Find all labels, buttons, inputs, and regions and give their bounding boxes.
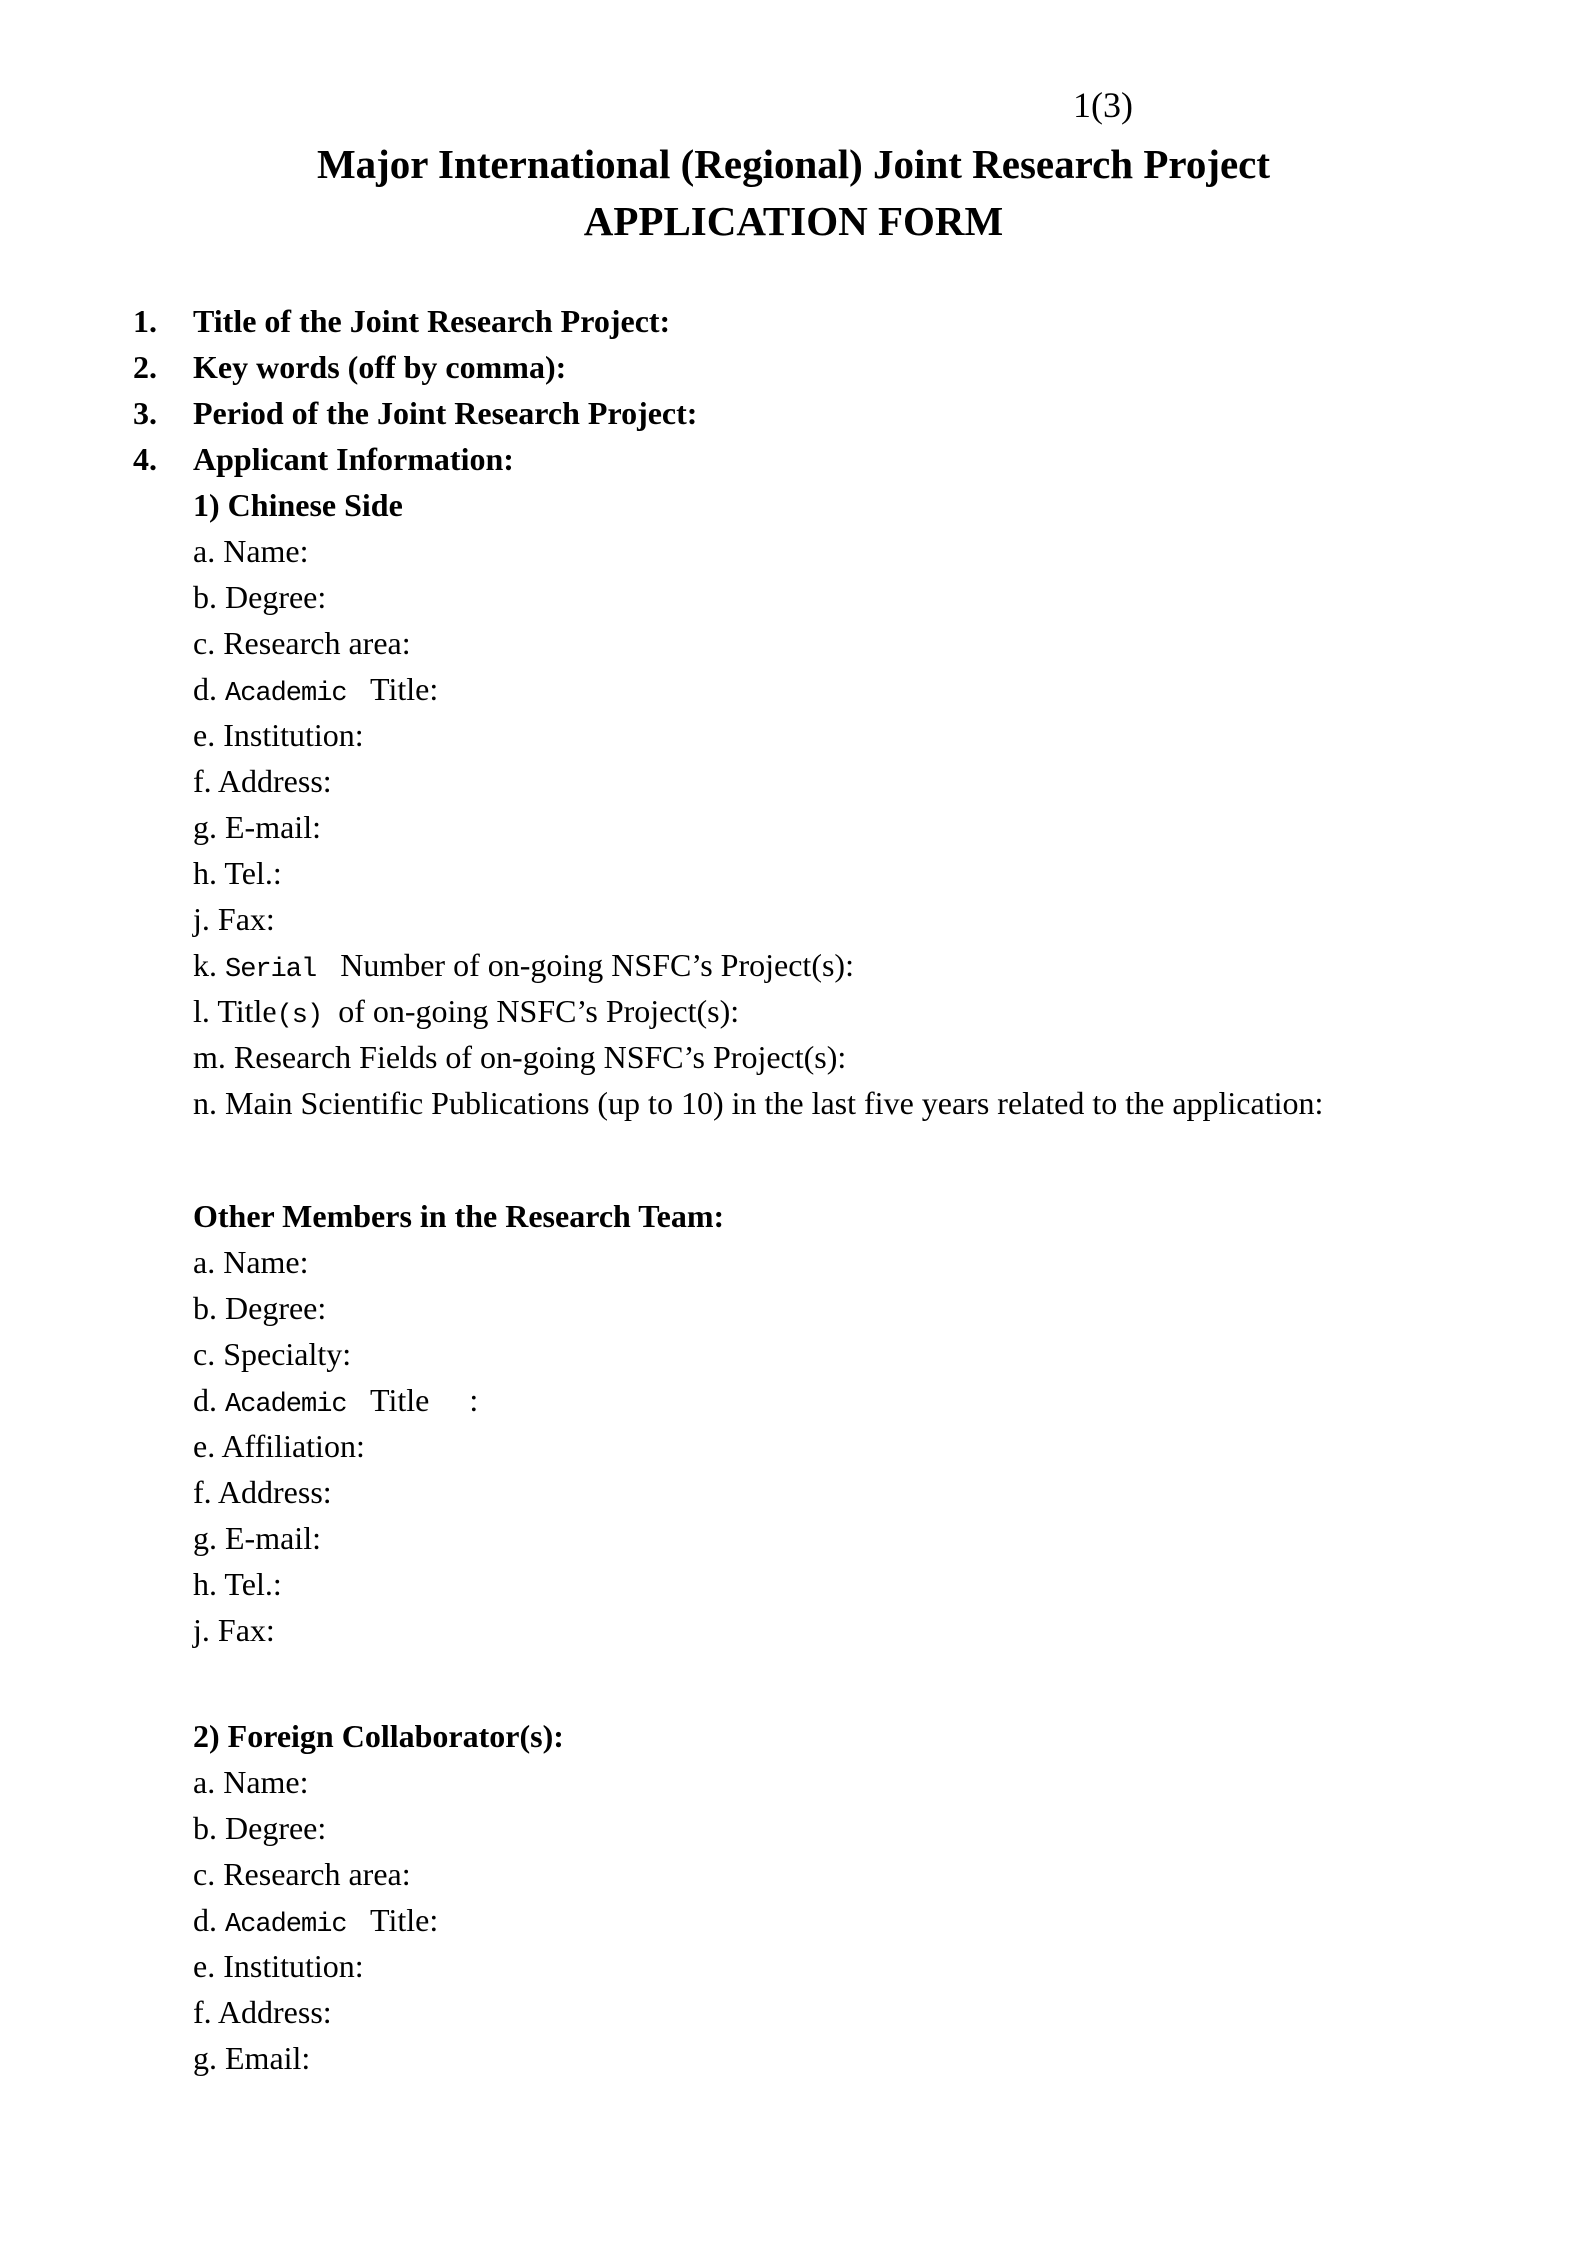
field-l-titles: l. Title(s) of on-going NSFC’s Project(s): [193,993,740,1031]
numbered-item-1 [0,298,1587,344]
item-label: Title of the Joint Research Project: [193,303,671,339]
item-number: 1. [133,303,157,339]
numbered-item-3 [0,390,1587,436]
page-number: 1(3) [1073,85,1133,125]
field-d-academic-title: d. Academic Title : [193,1382,479,1420]
item-label: Key words (off by comma): [193,349,567,385]
field-f-address: f. Address: [193,1994,332,2030]
section-foreign-collaborators [0,1713,1587,2081]
field-d-academic-title: d. Academic Title: [193,1902,439,1940]
field-g-email: g. E-mail: [193,1520,321,1556]
field-j-fax: j. Fax: [193,901,275,937]
item-number: 4. [133,441,157,477]
cjk-font-word: Serial [225,955,317,985]
item-number: 2. [133,349,157,385]
item-label: Period of the Joint Research Project: [193,395,698,431]
document-header [0,136,1587,250]
form-body [0,298,1587,2081]
field-a-name: a. Name: [193,533,309,569]
field-g-email: g. E-mail: [193,809,321,845]
cjk-font-word: Academic [225,1390,347,1420]
cjk-font-word: Academic [225,679,347,709]
field-f-address: f. Address: [193,1474,332,1510]
item-number: 3. [133,395,157,431]
field-f-address: f. Address: [193,763,332,799]
form-title: Major International (Regional) Joint Research Project [316,141,1271,187]
item-label: Applicant Information: [193,441,514,477]
field-b-degree: b. Degree: [193,1810,327,1846]
numbered-item-2 [0,344,1587,390]
field-g-email: g. Email: [193,2040,311,2076]
field-c-research-area: c. Research area: [193,625,411,661]
section-heading-other-members: Other Members in the Research Team: [193,1198,725,1234]
field-b-degree: b. Degree: [193,1290,327,1326]
cjk-font-word: Academic [225,1910,347,1940]
field-a-name: a. Name: [193,1244,309,1280]
field-n-publications: n. Main Scientific Publications (up to 10) in the last five years related to the application: [193,1085,1324,1121]
field-j-fax: j. Fax: [193,1612,275,1648]
section-chinese-side [0,482,1587,1126]
form-subtitle: APPLICATION FORM [583,198,1004,244]
field-h-tel: h. Tel.: [193,1566,282,1602]
field-h-tel: h. Tel.: [193,855,282,891]
field-e-institution: e. Institution: [193,717,364,753]
field-a-name: a. Name: [193,1764,309,1800]
field-m-research-fields: m. Research Fields of on-going NSFC’s Project(s): [193,1039,847,1075]
field-e-affiliation: e. Affiliation: [193,1428,365,1464]
field-b-degree: b. Degree: [193,579,327,615]
section-other-members [0,1193,1587,1653]
field-c-specialty: c. Specialty: [193,1336,352,1372]
field-e-institution: e. Institution: [193,1948,364,1984]
section-heading-foreign-collaborators: 2) Foreign Collaborator(s): [193,1718,564,1754]
field-d-academic-title: d. Academic Title: [193,671,439,709]
cjk-font-word: (s) [276,1001,323,1031]
field-c-research-area: c. Research area: [193,1856,411,1892]
field-k-serial-number: k. Serial Number of on-going NSFC’s Project(s): [193,947,854,985]
section-heading-chinese-side: 1) Chinese Side [193,487,403,523]
numbered-item-4 [0,436,1587,482]
